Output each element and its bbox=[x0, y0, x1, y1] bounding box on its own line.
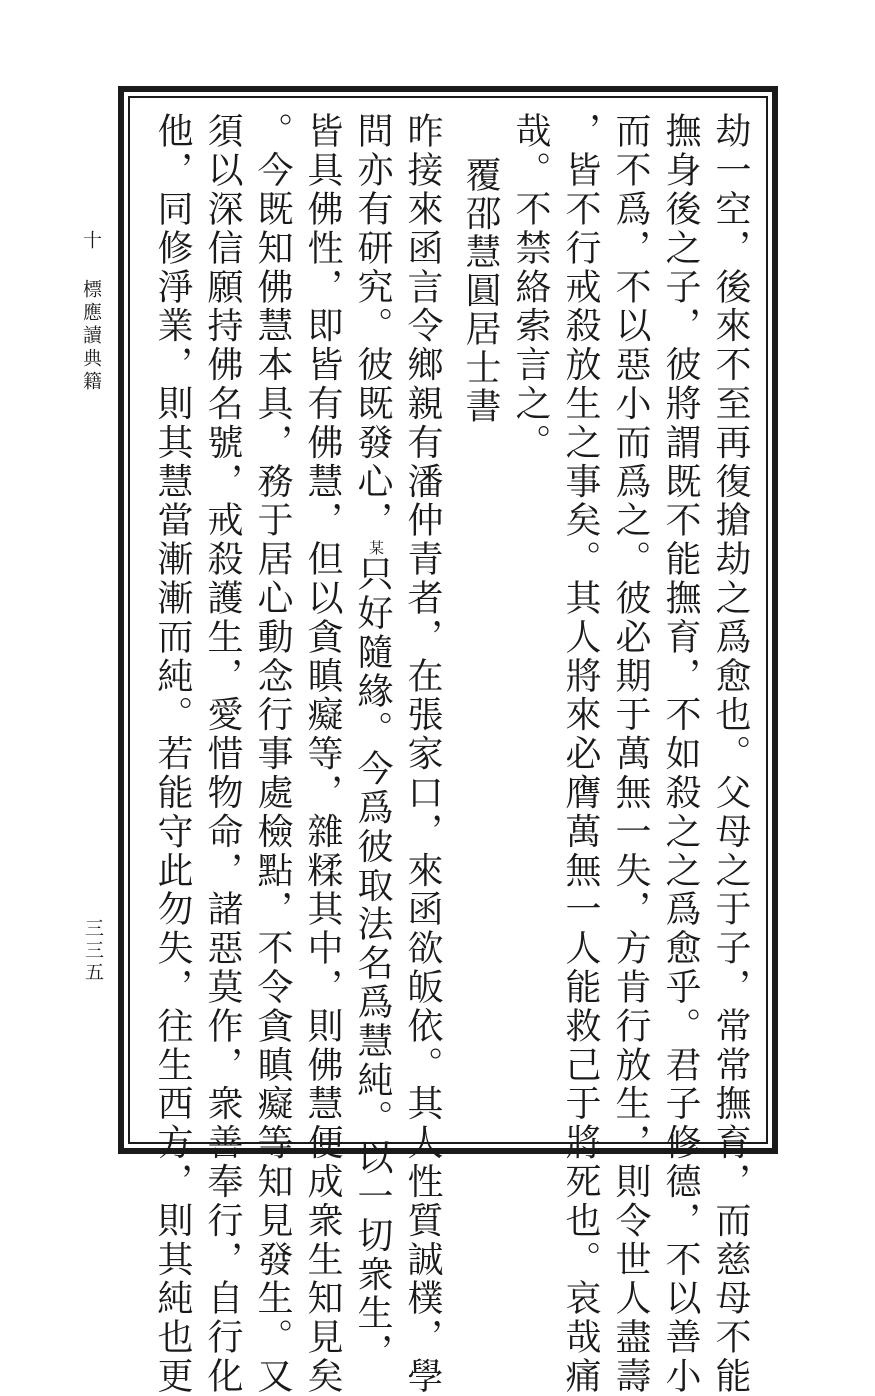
text-column: 劫一空，後來不至再復搶劫之爲愈也。父母之于子，常常撫育，而慈母不能 bbox=[710, 112, 751, 1396]
letter-heading: 覆邵慧圓居士書 bbox=[460, 156, 501, 426]
text-column: 。今既知佛慧本具，務于居心動念行事處檢點，不令貪瞋癡等知見發生。又 bbox=[252, 112, 293, 1396]
book-title: 十 標應讀典籍 bbox=[80, 230, 102, 394]
text-column: 皆具佛性，即皆有佛慧，但以貪瞋癡等，雜糅其中，則佛慧便成衆生知見矣 bbox=[302, 112, 343, 1396]
text-column: 撫身後之子，彼將謂既不能撫育，不如殺之之爲愈乎。君子修德，不以善小 bbox=[660, 112, 701, 1396]
text-column: 哉。不禁絡索言之。 bbox=[510, 112, 551, 463]
text-column: ，皆不行戒殺放生之事矣。其人將來必膺萬無一人能救己于將死也。哀哉痛 bbox=[560, 112, 601, 1396]
text-column: 昨接來函言令鄉親有潘仲青者，在張家口，來函欲皈依。其人性質誠樸，學 bbox=[402, 112, 443, 1396]
text-segment: 只好隨緣。今爲彼取法名爲慧純。以一切衆生， bbox=[352, 554, 393, 1372]
text-column bbox=[350, 112, 394, 1372]
page-number: 三三五 bbox=[82, 918, 104, 984]
interlinear-note: 某 bbox=[367, 539, 385, 555]
text-column: 他，同修淨業，則其慧當漸漸而純。若能守此勿失，往生西方，則其純也更 bbox=[152, 112, 193, 1396]
text-column: 須以深信願持佛名號，戒殺護生，愛惜物命，諸惡莫作，衆善奉行，自行化 bbox=[202, 112, 243, 1396]
text-segment: 問亦有研究。彼既發心， bbox=[352, 112, 393, 540]
text-column: 而不爲，不以惡小而爲之。彼必期于萬無一失，方肯行放生，則令世人盡壽 bbox=[610, 112, 651, 1396]
